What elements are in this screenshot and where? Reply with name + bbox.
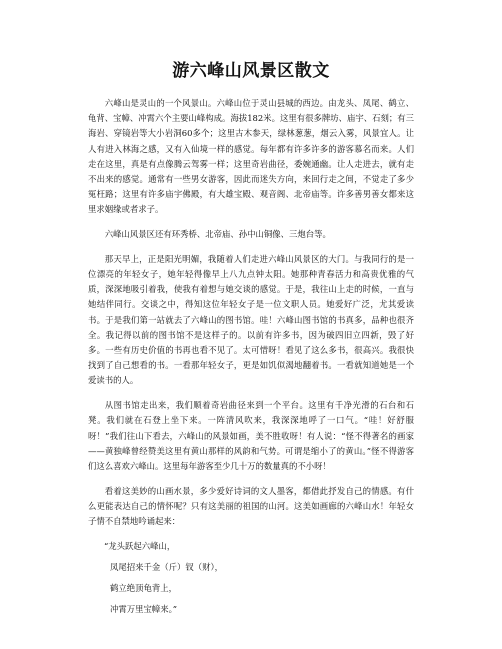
poem-line: 冲霄万里宝幛来。” xyxy=(110,604,178,615)
poem-line: 鹤立绝顶龟背上， xyxy=(110,583,177,594)
poem-line: 凤尾招来千金（斤）钗（财）， xyxy=(110,561,224,572)
paragraph-intro: 六峰山是灵山的一个风景山。六峰山位于灵山县城的西边。由龙头、凤尾、鹤立、龟背、宝幛、冲霄六个主要山峰构成。海拔182米。这里有很多牌坊、庙宇、石刻；有三海岩、穿镜岩等大小岩洞60多个；这里古木参天，绿林葱葱，烟云入雾，风景宜人。让人有进入林海之感，又有入仙境一样的感觉。每年都有许多许多的游客慕名而来。人们走在这里，真是有点像腾云驾雾一样；这里奇岩曲径，委婉通幽。让人走进去，就有走不出来的感觉。通常有一些男女游客，因此而迷失方向，来回行走之间，不觉走了多少冤枉路；这里有许多庙宇佛殿，有大雄宝殿、观音阁、北帝庙等。许多善男善女都来这里求姻缘或者求子。 xyxy=(88,98,414,215)
paragraph-scenery: 看着这美妙的山画水景，多少爱好诗词的文人墨客，都借此抒发自己的情感。有什么更能表达自己的情怀呢？只有这美丽的祖国的山河。这美如画廊的六峰山水！年轻女子情不自禁地吟诵起来： xyxy=(88,485,414,527)
paragraph-library: 那天早上，正是阳光明媚，我随着人们走进六峰山风景区的大门。与我同行的是一位漂亮的年轻女子，她年轻得像早上八九点钟太阳。她那种青春活力和高贵优雅的气质，深深地吸引着我，使我有着想与她交谈的感觉。于是，我往山上走的时候，一直与她结伴同行。交谈之中，得知这位年轻女子是一位文职人员。她爱好广泛，尤其爱读书。于是我们第一站就去了六峰山的图书馆。哇！六峰山图书馆的书真多，品种也很齐全。我记得以前的图书馆不是这样子的。以前有许多书，因为破四旧立四新，毁了好多。一些有历史价值的书再也看不见了。太可惜呀！看见了这么多书，很高兴。我很快找到了自己想看的书。一看那年轻女子，更是如饥似渴地翻着书。一看就知道她是一个爱读书的人。 xyxy=(88,253,414,386)
document-title: 游六峰山风景区散文 xyxy=(172,61,330,81)
document-body xyxy=(88,96,414,624)
poem-line: “龙头跃起六峰山， xyxy=(104,540,176,551)
paragraph-platform: 从图书馆走出来，我们顺着奇岩曲径来到一个平台。这里有千净光滑的石台和石凳。我们就在石登上坐下来。一阵清风吹来，我深深地呼了一口气。“哇！好舒服呀！”我们往山下看去，六峰山的风景如画，美不胜收呀！有人说：“怪不得著名的画家——黄独峰曾经赞美这里有黄山那样的风韵和气势。可谓是缩小了的黄山。”怪不得游客们这么喜欢六峰山。这里每年游客至少几十万的数量真的不小呀！ xyxy=(88,400,414,471)
paragraph-attractions: 六峰山风景区还有环秀桥、北帝庙、孙中山铜像、三炮台等。 xyxy=(104,229,331,240)
